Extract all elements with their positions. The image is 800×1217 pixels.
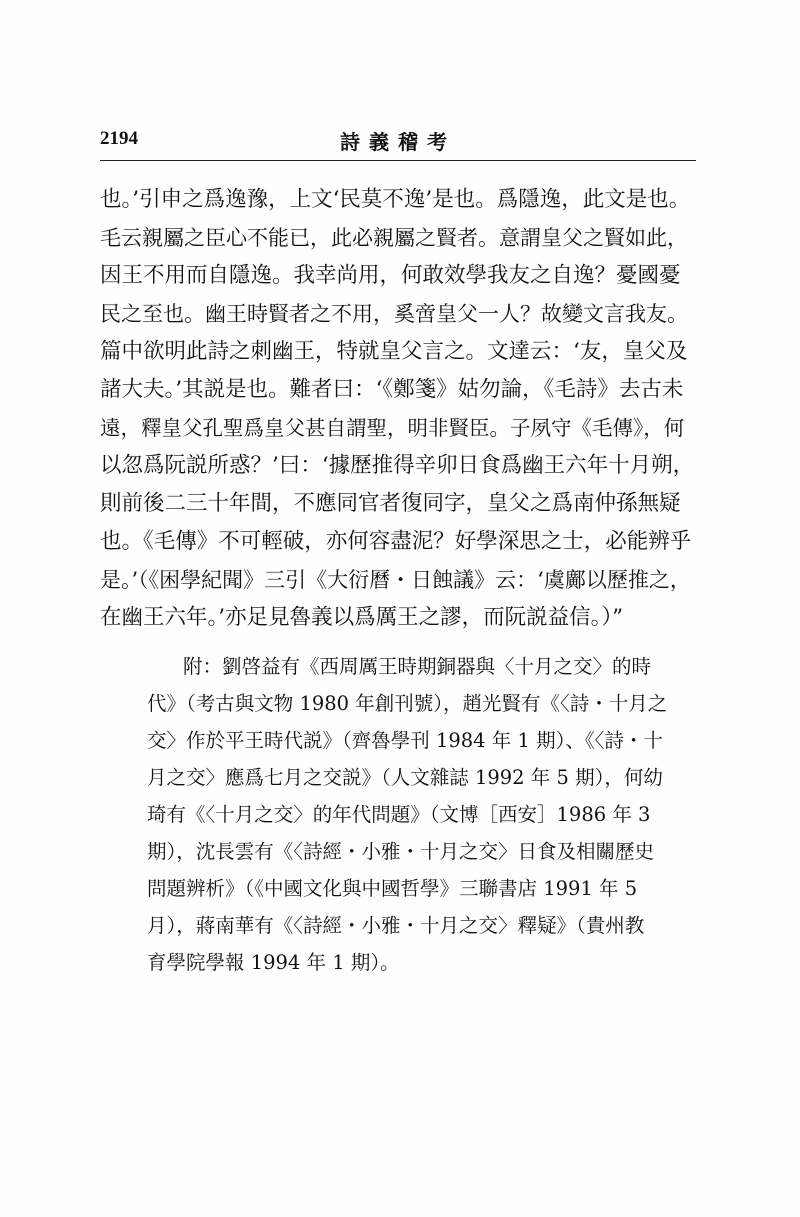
- page-header: [100, 128, 696, 162]
- body-line: 遠，釋皇父孔聖爲皇父甚自謂聖，明非賢臣。子夙守《毛傳》，何: [100, 416, 685, 440]
- body-line: 民之至也。幽王時賢者之不用，奚啻皇父一人？故變文言我友。: [100, 302, 688, 326]
- body-line: 因王不用而自隱逸。我幸尚用，何敢效學我友之自逸？憂國憂: [100, 263, 681, 288]
- running-title: 詩義稽考: [340, 130, 456, 154]
- note-line: 附：劉啓益有《西周厲王時期銅器與〈十月之交〉的時: [183, 655, 652, 678]
- body-line: 在幽王六年。’亦足見魯義以爲厲王之謬，而阮説益信。）”: [100, 605, 624, 630]
- body-line: 是。’（《困學紀聞》三引《大衍曆・日蝕議》云：‘虞鄺以歷推之，: [100, 568, 691, 592]
- body-line: 以忽爲阮説所惑？’曰：‘據歷推得辛卯日食爲幽王六年十月朔，: [100, 453, 695, 478]
- note-line: 代》（考古與文物 1980 年創刊號），趙光賢有《〈詩・十月之: [147, 692, 668, 715]
- note-line: 期），沈長雲有《〈詩經・小雅・十月之交〉日食及相關歷史: [147, 840, 655, 863]
- body-line: 篇中欲明此詩之刺幽王，特就皇父言之。文達云：‘友，皇父及: [100, 339, 688, 364]
- body-line: 毛云親屬之臣心不能已，此必親屬之賢者。意謂皇父之賢如此，: [100, 226, 688, 250]
- note-line: 琦有《〈十月之交〉的年代問題》（文博［西安］1986 年 3: [147, 803, 651, 826]
- body-text: [100, 181, 696, 637]
- page-number: 2194: [100, 128, 138, 149]
- note-line: 月之交〉應爲七月之交説》（人文雜誌 1992 年 5 期），何幼: [147, 766, 663, 789]
- note-line: 交〉作於平王時代説》（齊魯學刊 1984 年 1 期）、《〈詩・十: [147, 729, 663, 752]
- note-line: 育學院學報 1994 年 1 期）。: [147, 951, 400, 974]
- body-line: 諸大夫。’其説是也。難者曰：‘《鄭箋》姑勿論，《毛詩》去古未: [100, 377, 684, 402]
- body-line: 也。《毛傳》不可輕破，亦何容盡泥？好學深思之士，必能辨乎: [100, 529, 692, 554]
- appendix-note: [147, 648, 696, 981]
- note-line: 月），蔣南華有《〈詩經・小雅・十月之交〉釋疑》（貴州教: [147, 914, 645, 937]
- body-line: 也。’引申之爲逸豫，上文‘民莫不逸’是也。爲隱逸，此文是也。: [100, 187, 691, 212]
- body-line: 則前後二三十年間，不應同官者復同字，皇父之爲南仲孫無疑: [100, 491, 681, 516]
- header-rule: [100, 160, 696, 161]
- note-line: 問題辨析》（《中國文化與中國哲學》三聯書店 1991 年 5: [147, 877, 638, 900]
